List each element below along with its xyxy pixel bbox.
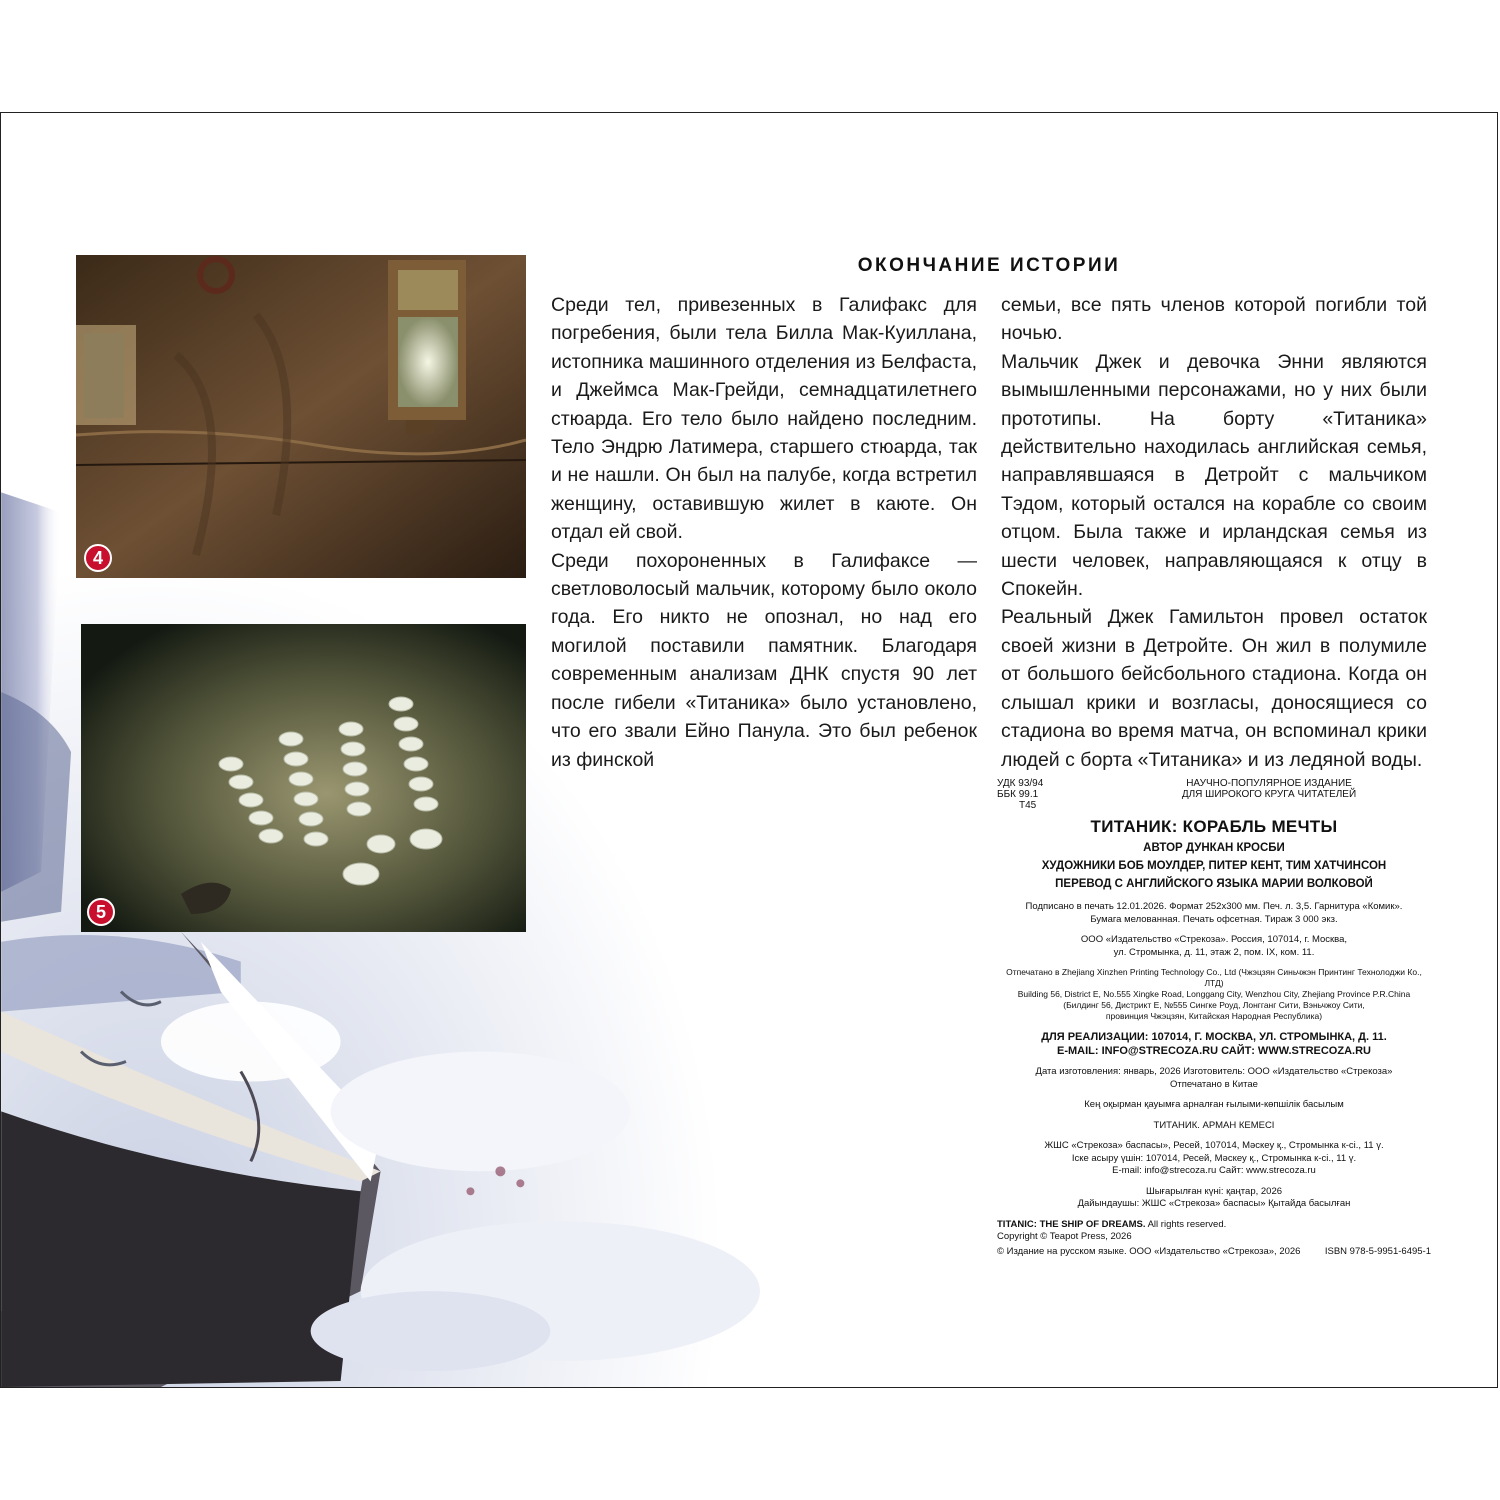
- edition-type-line: НАУЧНО-ПОПУЛЯРНОЕ ИЗДАНИЕ: [1186, 778, 1352, 789]
- ship-wreck-porthole-photo: [76, 255, 526, 578]
- sales-contacts: [997, 1030, 1431, 1058]
- photo-number-badge: 5: [87, 898, 115, 926]
- kazakh-publisher-line: E-mail: info@strecoza.ru Сайт: www.strecoza.ru: [1112, 1165, 1316, 1176]
- edition-type-line: ДЛЯ ШИРОКОГО КРУГА ЧИТАТЕЛЕЙ: [1181, 789, 1357, 800]
- classification-block: [997, 778, 1431, 811]
- edition-type: [1107, 778, 1431, 811]
- book-spread: [0, 112, 1498, 1388]
- copyright-isbn-row: [997, 1246, 1431, 1259]
- text-column-left: [551, 291, 977, 774]
- isbn: ISBN 978-5-9951-6495-1: [1324, 1245, 1431, 1257]
- author-line: АВТОР ДУНКАН КРОСБИ: [1143, 842, 1285, 854]
- body-paragraph: Реальный Джек Гамильтон провел остаток своей жизни в Детройте. Он жил в полумиле от большого бейсбольного стадиона. Когда он слышал крики и возгласы, доносящиеся со стадиона во время матча, он вспоминал крики людей с борта «Титаника» и из ледяной воды.: [1001, 606, 1427, 771]
- original-title-line: [997, 1219, 1431, 1232]
- bbk-code: ББК 99.1: [997, 789, 1039, 800]
- credits: [997, 839, 1431, 893]
- printer-line: Отпечатано в Zhejiang Xinzhen Printing Technology Co., Ltd (Чжэцзян Синьчжэн Принтинг Технолоджи Ко., ЛТД): [1006, 967, 1422, 988]
- copyright-line: Copyright © Teapot Press, 2026: [997, 1231, 1132, 1242]
- classification-codes: [997, 778, 1107, 811]
- kazakh-edition-type: Кең оқырман қауымға арналған ғылыми-көпшілік басылым: [1084, 1099, 1344, 1110]
- print-specs-line: Бумага мелованная. Печать офсетная. Тираж 3 000 экз.: [1090, 913, 1338, 925]
- manufacture-info: [997, 1066, 1431, 1091]
- udk-code: УДК 93/94: [997, 778, 1044, 789]
- kazakh-title: ТИТАНИК. АРМАН КЕМЕСІ: [1153, 1119, 1275, 1131]
- manufacture-line: Дата изготовления: январь, 2026 Изготовитель: ООО «Издательство «Стрекоза»: [1035, 1066, 1393, 1077]
- sales-line: ДЛЯ РЕАЛИЗАЦИИ: 107014, Г. МОСКВА, УЛ. СТРОМЫНКА, Д. 11.: [1041, 1031, 1387, 1043]
- publisher-line: ООО «Издательство «Стрекоза». Россия, 107014, г. Москва,: [1080, 934, 1348, 945]
- photo-wreck-porthole: [76, 255, 526, 578]
- seabed-plates-photo: [81, 624, 526, 932]
- publisher-address: [997, 934, 1431, 959]
- photo-number-badge: 4: [84, 544, 112, 572]
- photo-seabed-plates: [81, 624, 526, 932]
- body-paragraph: Среди тел, привезенных в Галифакс для погребения, были тела Билла Мак-Куиллана, истопника машинного отделения из Белфаста, и Джеймса Мак-Грейди, семнадцатилетнего стюарда. Его тело было найдено последним. Тело Эндрю Латимера, старшего стюарда, так и не нашли. Он был на палубе, когда встретил женщину, оставившую жилет в каюте. Он отдал ей свой.: [551, 294, 977, 544]
- print-specs: [997, 901, 1431, 926]
- copyright-block: [997, 1219, 1431, 1259]
- author-mark: Т45: [1019, 800, 1037, 811]
- printer-line: Building 56, District E, No.555 Xingke Road, Longgang City, Wenzhou City, Zhejiang Province P.R.China: [1017, 989, 1411, 999]
- rights-text: All rights reserved.: [1145, 1218, 1227, 1230]
- kazakh-date-line: Шығарылған күні: қаңтар, 2026: [1145, 1185, 1283, 1197]
- printer-address: [997, 967, 1431, 1022]
- colophon: [997, 778, 1431, 1258]
- kazakh-date: [997, 1186, 1431, 1211]
- kazakh-publisher-line: Іске асыру үшін: 107014, Ресей, Мәскеу қ., Стромынка к-сі., 11 ү.: [1071, 1152, 1357, 1164]
- artists-line: ХУДОЖНИКИ БОБ МОУЛДЕР, ПИТЕР КЕНТ, ТИМ ХАТЧИНСОН: [1041, 860, 1387, 872]
- book-title: ТИТАНИК: КОРАБЛЬ МЕЧТЫ: [1090, 817, 1338, 836]
- body-paragraph: семьи, все пять членов которой погибли той ночью.: [1001, 294, 1427, 345]
- body-paragraph: Среди похороненных в Галифаксе — светловолосый мальчик, которому было около года. Его никто не опознал, но над его могилой поставили памятник. Благодаря современным анализам ДНК спустя 90 лет после гибели «Титаника» было установлено, что его звали Ейно Панула. Это был ребенок из финской: [551, 549, 977, 771]
- body-paragraph: Мальчик Джек и девочка Энни являются вымышленными персонажами, но у них были прототипы. На борту «Титаника» действительно находилась английская семья, направлявшаяся в Детройт с мальчиком Тэдом, который остался на корабле со своим отцом. Была также и ирландская семья из шести человек, направляющаяся к отцу в Спокейн.: [1001, 350, 1427, 601]
- translation-line: ПЕРЕВОД С АНГЛИЙСКОГО ЯЗЫКА МАРИИ ВОЛКОВОЙ: [1055, 878, 1373, 890]
- kazakh-publisher: [997, 1140, 1431, 1178]
- kazakh-publisher-line: ЖШС «Стрекоза» баспасы», Ресей, 107014, Мәскеу қ., Стромынка к-сі., 11 ү.: [1044, 1140, 1384, 1151]
- copyright-line: © Издание на русском языке. ООО «Издательство «Стрекоза», 2026: [997, 1245, 1301, 1257]
- print-specs-line: Подписано в печать 12.01.2026. Формат 252х300 мм. Печ. л. 3,5. Гарнитура «Комик».: [1025, 901, 1403, 912]
- printer-line: (Билдинг 56, Дистрикт Е, №555 Сингке Роуд, Лонгганг Сити, Вэньчжоу Сити,: [1063, 1000, 1365, 1010]
- original-title: TITANIC: THE SHIP OF DREAMS.: [997, 1218, 1146, 1230]
- printer-line: провинция Чжэцзян, Китайская Народная Республика): [1105, 1011, 1323, 1021]
- text-column-right: [1001, 291, 1427, 774]
- manufacture-line: Отпечатано в Китае: [1170, 1078, 1258, 1090]
- kazakh-maker-line: Дайындаушы: ЖШС «Стрекоза» баспасы» Қытайда басылған: [1077, 1198, 1351, 1209]
- section-heading: ОКОНЧАНИЕ ИСТОРИИ: [857, 255, 1121, 276]
- sales-line: E-MAIL: INFO@STRECOZA.RU САЙТ: WWW.STRECOZA.RU: [1057, 1045, 1371, 1057]
- publisher-line: ул. Стромынка, д. 11, этаж 2, пом. IX, ком. 11.: [1113, 946, 1315, 958]
